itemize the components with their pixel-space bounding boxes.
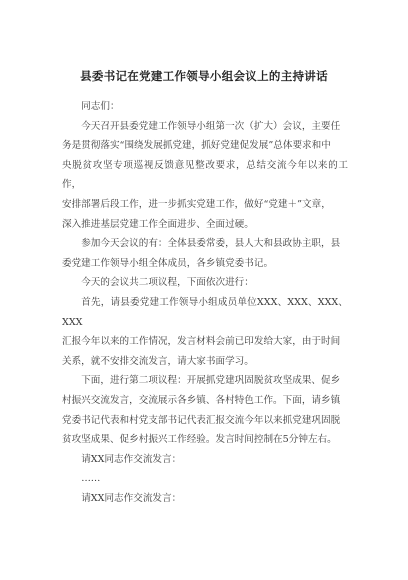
paragraph-second-item: [62, 371, 348, 449]
paragraph-attendees: [62, 234, 348, 273]
text-line: 委党建工作领导小组全体成员，各乡镇党委书记。: [62, 257, 274, 269]
paragraph-first-item: [62, 293, 348, 371]
paragraph-ellipsis: [62, 469, 348, 489]
text-line: 今天召开县委党建工作领导小组第一次（扩大）会议，主要任: [81, 120, 341, 132]
paragraph-meeting-purpose: [62, 117, 348, 235]
document-title: 县委书记在党建工作领导小组会议上的主持讲话: [80, 69, 328, 83]
text-line: 村振兴交流发言，交流展示各乡镇、各村特色工作。下面，请乡镇: [62, 394, 341, 406]
text-line: ……: [81, 473, 101, 485]
document-body: [62, 97, 348, 508]
paragraph-agenda: [62, 273, 348, 293]
paragraph-speaker-1: [62, 450, 348, 470]
text-line: 下面，进行第二项议程：开展抓党建巩固脱贫攻坚成果、促乡: [81, 375, 341, 387]
paragraph-speaker-2: [62, 489, 348, 509]
text-line: 参加今天会议的有：全体县委常委，县人大和县政协主职，县: [81, 238, 341, 250]
text-line: 首先，请县委党建工作领导小组成员单位XXX、XXX、XXX、XXX: [62, 296, 348, 328]
text-line: 务是贯彻落实“围绕发展抓党建，抓好党建促发展”总体要求和中: [62, 140, 331, 152]
text-line: 关系，就不安排交流发言，请大家书面学习。: [62, 355, 254, 367]
text-line: 汇报今年以来的工作情况，发言材料会前已印发给大家，由于时间: [62, 336, 341, 348]
text-line: 安排部署后段工作，进一步抓实党建工作，做好“党建＋”文章，: [62, 198, 331, 210]
salutation: 同志们：: [81, 101, 120, 112]
text-line: 请XX同志作交流发言：: [81, 453, 182, 465]
text-line: 请XX同志作交流发言：: [81, 492, 182, 504]
text-line: 央脱贫攻坚专项巡视反馈意见整改要求，总结交流今年以来的工作，: [62, 159, 348, 191]
text-line: 深入推进基层党建工作全面进步、全面过硬。: [62, 218, 254, 230]
text-line: 党委书记代表和村党支部书记代表汇报交流今年以来抓党建巩固脱: [62, 414, 341, 426]
text-line: 今天的会议共二项议程，下面依次进行：: [81, 277, 254, 289]
text-line: 贫攻坚成果、促乡村振兴工作经验。发言时间控制在5分钟左右。: [62, 434, 337, 446]
